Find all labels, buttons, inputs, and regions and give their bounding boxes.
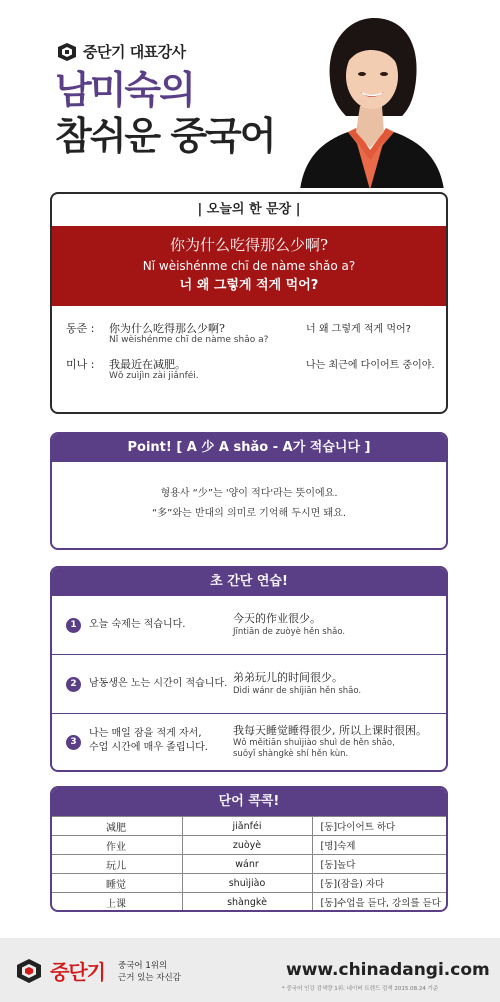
- table-row: [52, 817, 446, 836]
- practice-korean: 나는 매일 잠을 적게 자서, 수업 시간에 매우 졸립니다.: [89, 728, 208, 753]
- dialog-pinyin: Wǒ zuìjìn zài jiǎnféi.: [109, 371, 199, 381]
- dialog: [52, 306, 446, 412]
- point-heading: Point! [ A 少 A shǎo - A가 적습니다 ]: [52, 434, 446, 462]
- practice-row: [52, 714, 446, 772]
- sentence-chinese: 你为什么吃得那么少啊?: [169, 236, 329, 254]
- footer-brand: 중단기: [50, 960, 105, 984]
- practice-pinyin: Wǒ měitiān shuìjiào shuì de hěn shǎo, suǒyǐ shàngkè shí hěn kùn.: [233, 738, 395, 759]
- footer-logo-icon: [16, 958, 42, 984]
- instructor-portrait: [290, 10, 450, 188]
- number-badge: 1: [66, 618, 81, 633]
- practice-pinyin: Jīntiān de zuòyè hěn shǎo.: [233, 627, 346, 637]
- practice-heading: 초 간단 연습!: [52, 568, 446, 596]
- sentence-card: [50, 192, 448, 414]
- dialog-chinese: 我最近在减肥。: [109, 358, 186, 371]
- vocab-meaning: [동]수업을 듣다, 강의를 듣다: [312, 893, 446, 912]
- sentence-banner: [52, 226, 446, 306]
- table-row: [52, 836, 446, 855]
- dialog-chinese: 你为什么吃得那么少啊?: [109, 322, 225, 335]
- practice-chinese: 我每天睡觉睡得很少, 所以上课时很困。: [233, 724, 427, 737]
- footer: [0, 938, 500, 1002]
- practice-row: [52, 596, 446, 655]
- brand-line: [57, 41, 186, 62]
- vocab-pinyin: jiǎnféi: [182, 817, 312, 836]
- number-badge: 3: [66, 735, 81, 750]
- practice-row: [52, 655, 446, 714]
- dialog-line: [52, 356, 446, 396]
- title-line-2: 참쉬운 중국어: [55, 114, 275, 158]
- vocab-card: [50, 786, 448, 912]
- vocab-chinese: 上课: [52, 893, 182, 912]
- dialog-speaker: 미나 :: [66, 358, 95, 371]
- vocab-chinese: 作业: [52, 836, 182, 855]
- sentence-pinyin: Nǐ wèishénme chī de nàme shǎo a?: [142, 259, 356, 273]
- vocab-table: [52, 816, 446, 912]
- practice-chinese: 今天的作业很少。: [233, 612, 321, 625]
- tagline-line: 중국어 1위의: [118, 961, 168, 971]
- point-line: 형용사 “少”는 '양이 적다'라는 뜻이에요.: [160, 488, 338, 499]
- dialog-korean: 나는 최근에 다이어트 중이야.: [306, 360, 435, 371]
- practice-korean: 남동생은 노는 시간이 적습니다.: [89, 678, 228, 689]
- website-link[interactable]: www.chinadangi.com: [286, 960, 490, 980]
- vocab-chinese: 减肥: [52, 817, 182, 836]
- vocab-chinese: 玩儿: [52, 855, 182, 874]
- practice-korean: 오늘 숙제는 적습니다.: [89, 619, 186, 630]
- practice-pinyin: Dìdi wánr de shíjiān hěn shǎo.: [233, 686, 362, 696]
- sentence-heading: | 오늘의 한 문장 |: [197, 202, 301, 217]
- vocab-heading: 단어 콕콕!: [52, 788, 446, 816]
- dialog-speaker: 동준 :: [66, 322, 95, 335]
- brand-text: 중단기 대표강사: [83, 43, 186, 61]
- vocab-meaning: [동](잠을) 자다: [312, 874, 446, 893]
- title-line-1: 남미숙의: [55, 68, 194, 112]
- table-row: [52, 893, 446, 912]
- vocab-pinyin: zuòyè: [182, 836, 312, 855]
- footer-tagline: [118, 960, 181, 984]
- practice-chinese: 弟弟玩儿的时间很少。: [233, 671, 343, 684]
- vocab-pinyin: shuìjiào: [182, 874, 312, 893]
- dialog-pinyin: Nǐ wèishénme chī de nàme shǎo a?: [109, 335, 269, 345]
- vocab-meaning: [동]다이어트 하다: [312, 817, 446, 836]
- vocab-chinese: 睡觉: [52, 874, 182, 893]
- point-line: “多”와는 반대의 의미로 기억해 두시면 돼요.: [152, 508, 346, 519]
- brand-logo-icon: [57, 42, 77, 62]
- tagline-line: 근거 있는 자신감: [118, 973, 181, 983]
- vocab-pinyin: wánr: [182, 855, 312, 874]
- header: [0, 0, 500, 188]
- vocab-meaning: [동]놀다: [312, 855, 446, 874]
- practice-card: [50, 566, 448, 772]
- point-body: [52, 462, 446, 524]
- point-card: [50, 432, 448, 550]
- vocab-pinyin: shàngkè: [182, 893, 312, 912]
- dialog-korean: 너 왜 그렇게 적게 먹어?: [306, 324, 411, 335]
- vocab-meaning: [명]숙제: [312, 836, 446, 855]
- table-row: [52, 855, 446, 874]
- number-badge: 2: [66, 677, 81, 692]
- footnote: * 중국어 인강 검색량 1위: 네이버 트렌드 검색 2015.08.24 기준: [282, 986, 439, 992]
- table-row: [52, 874, 446, 893]
- sentence-korean: 너 왜 그렇게 적게 먹어?: [179, 278, 319, 293]
- dialog-line: [52, 320, 446, 360]
